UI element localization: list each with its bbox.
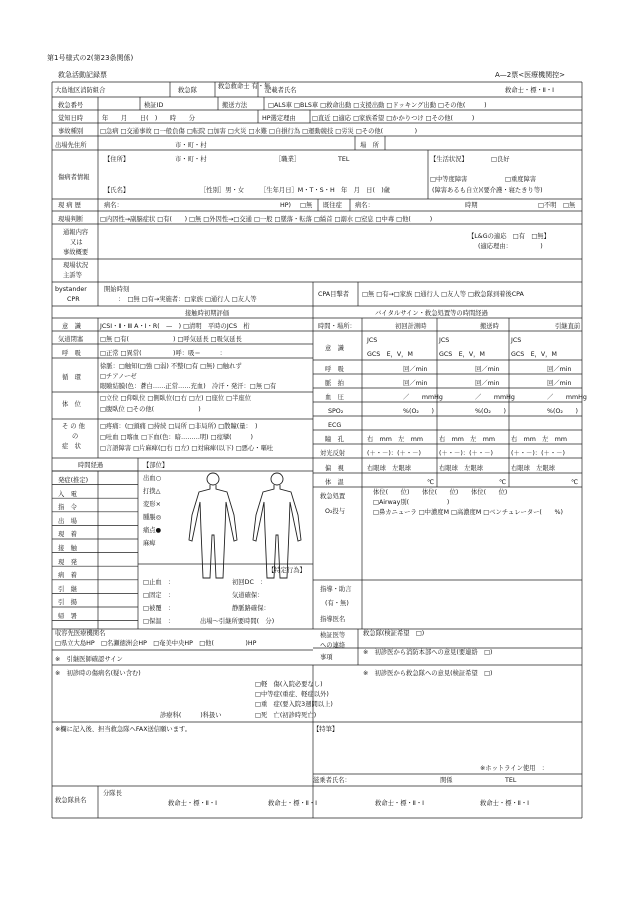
vital-cell[interactable]: JCS xyxy=(439,337,450,344)
past-label: 既往症 xyxy=(323,202,342,209)
event-types[interactable]: □急病 □交通事故 □一般負傷 □転院 □加害 □火災 □水難 □自損行為 □運動競技 □労災 □その他( ) xyxy=(100,128,418,135)
vital-spo2-label: SPO₂ xyxy=(328,408,344,415)
report-label-1: 通報内容 xyxy=(63,229,89,236)
past-unknown[interactable]: □不明 xyxy=(538,202,557,209)
timeline-row: 発症(推定) xyxy=(58,477,89,484)
other-label-3: 症 状 xyxy=(62,443,81,450)
current-disease: 病名： xyxy=(104,202,123,209)
airway-option[interactable]: □Airway別( ) xyxy=(373,499,450,506)
vital-cell[interactable]: ℃ xyxy=(571,479,579,486)
parts-legend-item: 打撲△ xyxy=(143,488,161,495)
vital-cell[interactable]: JCS xyxy=(367,337,378,344)
airway-value[interactable]: □無 □有( ) □呼気延長 □吸気延長 xyxy=(100,336,242,343)
patient-section-label: 傷病者情報 xyxy=(58,174,90,181)
life-note: (障害あるも自立)(要介護・寝たきり等) xyxy=(432,187,543,194)
org-name: 大島地区消防組合 xyxy=(55,87,106,94)
bystander-options[interactable]: ： □無 □有→実施者：□家族 □通行人 □友人等 xyxy=(118,296,257,303)
lg-reason: (適応理由： ) xyxy=(478,243,543,250)
contact-tel: TEL xyxy=(505,777,517,784)
pos-2[interactable]: □腹臥位 □その他( ) xyxy=(100,406,201,413)
liaison-3: 事項 xyxy=(320,654,333,661)
vital-ecg-label: ECG xyxy=(328,422,342,429)
current-history-label: 現 病 歴 xyxy=(58,202,81,209)
crew-label: 救急隊員名 xyxy=(55,797,87,804)
vital-cell[interactable]: 右 mm 左 mm xyxy=(367,436,424,443)
first-measure: 初回計測時 xyxy=(395,323,427,330)
team-label: 救急隊 xyxy=(178,87,197,94)
airway-label: 気道閉塞 xyxy=(58,336,84,343)
circ-3[interactable]: 眼瞼結膜(色：蒼白……正常……充血) 冷汗・発汗：□無 □有 xyxy=(100,383,277,390)
judgment-label: 現場判断 xyxy=(58,216,84,223)
dispatch-city: 市・町・村 xyxy=(175,142,207,149)
special-note: 【特筆】 xyxy=(313,726,339,733)
vital-cell[interactable]: 右眼球 左眼球 xyxy=(367,465,412,472)
tel-label: TEL xyxy=(338,156,350,163)
vital-bp-label: 血 圧 xyxy=(325,394,344,401)
vital-tilt-label: 偏 視 xyxy=(325,465,344,472)
crew-rank-4[interactable]: 救命士・標・Ⅱ・Ⅰ xyxy=(480,800,530,807)
timeline-row: 入 電 xyxy=(58,490,77,498)
vital-cell[interactable]: GCS E，V，M xyxy=(511,351,557,358)
form-code: A—2票<医療機関控> xyxy=(495,71,565,79)
life-heavy[interactable]: □重度障害 xyxy=(505,176,537,183)
timeline-title: 時間経過 xyxy=(78,462,104,469)
care-positions[interactable]: 体位( 位) 体位( 位) 体位( 位) xyxy=(373,489,508,496)
o2-label: O₂投与 xyxy=(325,508,346,515)
vital-cell[interactable]: 回／min xyxy=(547,380,572,387)
case-id-label: 検証ID xyxy=(144,102,164,109)
timeline-row: 指 令 xyxy=(58,504,77,512)
bystander-label-2: CPR xyxy=(67,296,80,303)
aware-label: 覚知日時 xyxy=(58,115,84,122)
dx-label: ※ 初診時の傷病名(疑い含む) xyxy=(55,670,141,677)
dx-2[interactable]: □中等症(重症、軽症以外) xyxy=(255,691,329,698)
timeline-row: 引 継 xyxy=(58,585,77,593)
transport-time: 搬送時 xyxy=(480,323,499,330)
recorder-label: 記載者氏名 xyxy=(265,87,297,94)
resp-value[interactable]: □正常 □異常( )呼：吸＝ ： xyxy=(100,350,226,357)
vital-cell[interactable]: (＋・－)：(＋・－) xyxy=(367,450,421,457)
current-hp: HP) xyxy=(280,202,291,209)
vital-cell[interactable]: ℃ xyxy=(427,479,435,486)
vital-cell[interactable]: 回／min xyxy=(475,380,500,387)
vital-cell[interactable]: 回／min xyxy=(403,380,428,387)
other-2[interactable]: □吐血 □喀血 □下血(色：暗………明) □痙攣( ) xyxy=(100,434,253,441)
vital-cell[interactable]: 右眼球 左眼球 xyxy=(439,465,484,472)
parts-legend-item: 腫脹◎ xyxy=(143,514,162,521)
crew-rank-3[interactable]: 救命士・標・Ⅱ・Ⅰ xyxy=(375,800,425,807)
vital-cell[interactable]: ／ mmHg xyxy=(475,394,515,401)
cpa-options[interactable]: □無 □有→□家族 □通行人 □友人等 □救急隊到着後CPA xyxy=(362,291,524,298)
vital-cell[interactable]: GCS E，V，M xyxy=(439,351,485,358)
life-good[interactable]: □良好 xyxy=(491,156,510,163)
other-1[interactable]: □疼痛：(□頭痛 □持続 □局所 □非局所) □散瞳(量： ) xyxy=(100,423,258,430)
special-title: 【特定行為】 xyxy=(268,567,306,574)
vital-cell[interactable]: (＋・－)：(＋・－) xyxy=(439,450,493,457)
form-title: 救急活動記録票 xyxy=(58,71,107,79)
dob-label[interactable]: ［生年月日］M・T・S・H 年 月 日( )歳 xyxy=(260,187,390,194)
transport-methods[interactable]: □ALS車 □BLS車 □救命出動 □支援出動 □ドッキング出動 □その他( ) xyxy=(268,102,487,109)
dept[interactable]: 診療科( )科扱い xyxy=(160,712,222,719)
bystander-label-1: bystander xyxy=(55,286,87,293)
vital-cell[interactable]: 回／min xyxy=(547,366,572,373)
liaison-2: への連絡 xyxy=(320,642,346,649)
hotline[interactable]: ※ホットライン使用 ： xyxy=(480,765,549,772)
hp-reasons[interactable]: □直近 □適応 □家族希望 □かかりつけ □その他( ) xyxy=(312,115,475,122)
dx-1[interactable]: □軽 傷(入院必要なし) xyxy=(255,681,323,688)
pos-1[interactable]: □立位 □仰臥位 □側臥位(□右 □左) □座位 □半座位 xyxy=(100,395,252,402)
recorder-rank: 救命士・標・Ⅱ・Ⅰ xyxy=(505,87,555,94)
job-label: ［職業］ xyxy=(275,156,301,163)
past-time: 時期 xyxy=(465,202,478,209)
qualified-label: 救急救命士 有・無 xyxy=(218,83,271,90)
item-dc: 初回DC ： xyxy=(232,579,267,586)
past-none[interactable]: □無 xyxy=(563,202,576,209)
bystander-start: 開始時刻 xyxy=(104,286,130,293)
handover-time: 引継直前 xyxy=(555,323,581,330)
crew-rank-1[interactable]: 救命士・標・Ⅱ・Ⅰ xyxy=(168,800,218,807)
crew-rank-2[interactable]: 救命士・標・Ⅱ・Ⅰ xyxy=(268,800,318,807)
parts-legend-item: 出血○ xyxy=(143,475,162,482)
timeline-row: 帰 署 xyxy=(58,613,77,620)
vital-cell[interactable]: 回／min xyxy=(403,366,428,373)
aware-value[interactable]: 年 月 日( ) 時 分 xyxy=(102,115,196,122)
vital-cell[interactable]: 右 mm 左 mm xyxy=(439,436,496,443)
timeline-row: 現 着 xyxy=(58,531,77,539)
advice-label-3: 指導医名 xyxy=(320,616,346,623)
vital-pupil-label: 瞳 孔 xyxy=(325,436,344,443)
team-review[interactable]: 救急隊(検証希望 □) xyxy=(363,630,425,637)
address-city: 市・町・村 xyxy=(175,156,207,163)
circ-label: 循 環 xyxy=(62,374,81,381)
vital-cell[interactable]: %(O₂ ) xyxy=(403,408,434,415)
vital-pulse-label: 脈 拍 xyxy=(325,380,344,387)
timeline-row: 引 揚 xyxy=(58,599,77,607)
hospital-options[interactable]: □県立大島HP □名瀬徳洲会HP □奄美中央HP □他( )HP xyxy=(55,640,257,647)
circ-2[interactable]: □チアノーゼ xyxy=(100,373,137,380)
scene-label-1: 現場状況 xyxy=(63,262,89,269)
assessment-title: 接触時初期評価 xyxy=(185,310,230,317)
address-label: 【住所】 xyxy=(104,156,130,163)
name-label: 【氏名】 xyxy=(104,187,130,194)
contact-name: 滋乗者氏名： xyxy=(313,777,351,784)
note-to-team[interactable]: ※ 初診医から救急隊への意見(検証希望 □) xyxy=(363,670,493,677)
relation: 関係 xyxy=(440,777,453,784)
vital-light-label: 対光反射 xyxy=(320,450,346,457)
crew-leader: 分隊長 xyxy=(103,790,122,797)
dispatch-label: 出場先住所 xyxy=(55,142,87,149)
o2-options[interactable]: □鼻カニューラ □中濃度M □高濃度M □ベンチュレーター( %) xyxy=(373,509,563,516)
timeline-row: 接 触 xyxy=(58,545,77,552)
vital-cell[interactable]: 回／min xyxy=(475,366,500,373)
note-to-fire[interactable]: ※ 初診医から消防本部への意見(要連絡 □) xyxy=(363,649,493,656)
item-iv: 静脈路確保： xyxy=(232,605,270,612)
sex-label[interactable]: ［性別］男・女 xyxy=(200,187,245,194)
vital-cell[interactable]: 右眼球 左眼球 xyxy=(511,465,556,472)
parts-legend-item: 麻痺 xyxy=(143,540,156,547)
advice-label-2[interactable]: (有・無) xyxy=(325,600,349,607)
vital-resp-label: 呼 吸 xyxy=(325,366,344,373)
vital-cell[interactable]: %(O₂ ) xyxy=(547,408,578,415)
lg-label[interactable]: 【L&Gの適応 □有 □無】 xyxy=(468,233,550,240)
report-label-2: 又は xyxy=(70,239,83,246)
form-number: 第1号様式の2(第23条関係) xyxy=(47,54,134,62)
care-label: 救急処置 xyxy=(320,493,346,500)
other-label-1: そ の 他 xyxy=(62,423,85,430)
other-label-2: の xyxy=(72,433,79,440)
time-place: 時間・場所： xyxy=(318,323,356,330)
item-airway: 気道確保： xyxy=(232,592,264,599)
consc-value[interactable]: JCSⅠ・Ⅱ・Ⅲ A・I・R( — ) □清明 平時のJCS 桁 xyxy=(100,323,250,330)
parts-legend-item: 変形× xyxy=(143,501,161,508)
vital-cell[interactable]: %(O₂ ) xyxy=(475,408,506,415)
resp-label: 呼 吸 xyxy=(62,350,81,357)
vital-cell[interactable]: 右 mm 左 mm xyxy=(511,436,568,443)
advice-label-1: 指導・助言 xyxy=(320,586,352,593)
vital-cell[interactable]: ℃ xyxy=(499,479,507,486)
pos-label: 体 位 xyxy=(62,401,81,408)
other-3[interactable]: □言語障害 □片麻痺(□右 □左) □対麻痺(以下) □悪心・嘔吐 xyxy=(100,445,274,452)
scene-label-2: 主訴等 xyxy=(63,272,82,279)
item-cover[interactable]: □被覆 ： xyxy=(143,605,175,612)
dx-4[interactable]: □死 亡(初診時死亡) xyxy=(255,712,317,719)
cpa-time: 出場～引継所要時間( 分) xyxy=(200,618,275,625)
life-mid[interactable]: □中等度障害 xyxy=(430,176,468,183)
hospital-title: 収容先医療機関名 xyxy=(55,630,106,637)
timeline-row: 現 発 xyxy=(58,558,77,566)
liaison-1: 検証医等 xyxy=(320,632,346,639)
sign-label: ※ 引継医師確認サイン xyxy=(55,656,123,663)
vital-cell[interactable]: ／ mmHg xyxy=(403,394,443,401)
vital-consc-label: 意 識 xyxy=(325,345,344,352)
report-label-3: 事故概要 xyxy=(63,249,89,256)
cpa-label: CPA目撃者 xyxy=(318,291,349,298)
past-disease: 病名： xyxy=(355,202,374,209)
parts-legend-item: 痛点● xyxy=(143,527,162,534)
item-warm[interactable]: □保温 ： xyxy=(143,618,175,625)
item-fixation[interactable]: □固定 ： xyxy=(143,592,175,599)
vital-cell[interactable]: ／ mmHg xyxy=(547,394,587,401)
transport-method-label: 搬送方法 xyxy=(222,102,248,109)
timeline-row: 出 場 xyxy=(58,517,77,525)
judgment-items[interactable]: □内因性→副脳症状 □有( ) □無 □外因性→□交通 □一般 □墜落・転落 □縊首 □溺水 □窒息 □中毒 □他( ) xyxy=(100,216,433,223)
vitals-title: バイタルサイン・救急処置等の時間経過 xyxy=(375,310,488,317)
vital-cell[interactable]: (＋・－)：(＋・－) xyxy=(511,450,565,457)
hp-reason-label: HP選定理由 xyxy=(262,115,296,122)
vital-cell[interactable]: JCS xyxy=(511,337,522,344)
circ-1[interactable]: 徐脈：□触知(□強 □弱) 不整(□有 □無) □触れず xyxy=(100,363,242,370)
parts-title: 【部位】 xyxy=(143,462,169,469)
item-hemostasis[interactable]: □止血 ： xyxy=(143,579,175,586)
current-none[interactable]: □無 xyxy=(300,202,313,209)
case-no-label: 救急番号 xyxy=(58,102,84,109)
timeline-row: 病 着 xyxy=(58,572,77,580)
dx-3[interactable]: □重 症(要入院3週間以上) xyxy=(255,701,333,708)
life-label: 【生活状況】 xyxy=(430,156,468,163)
vital-temp-label: 体 温 xyxy=(325,479,344,486)
place-label: 場 所 xyxy=(360,142,379,149)
event-label: 事故種別 xyxy=(58,128,84,135)
fax-note: ※欄に記入後、担当救急隊へFAX送信願います。 xyxy=(55,726,192,733)
consc-label: 意 識 xyxy=(62,323,81,330)
vital-cell[interactable]: GCS E，V，M xyxy=(367,351,413,358)
